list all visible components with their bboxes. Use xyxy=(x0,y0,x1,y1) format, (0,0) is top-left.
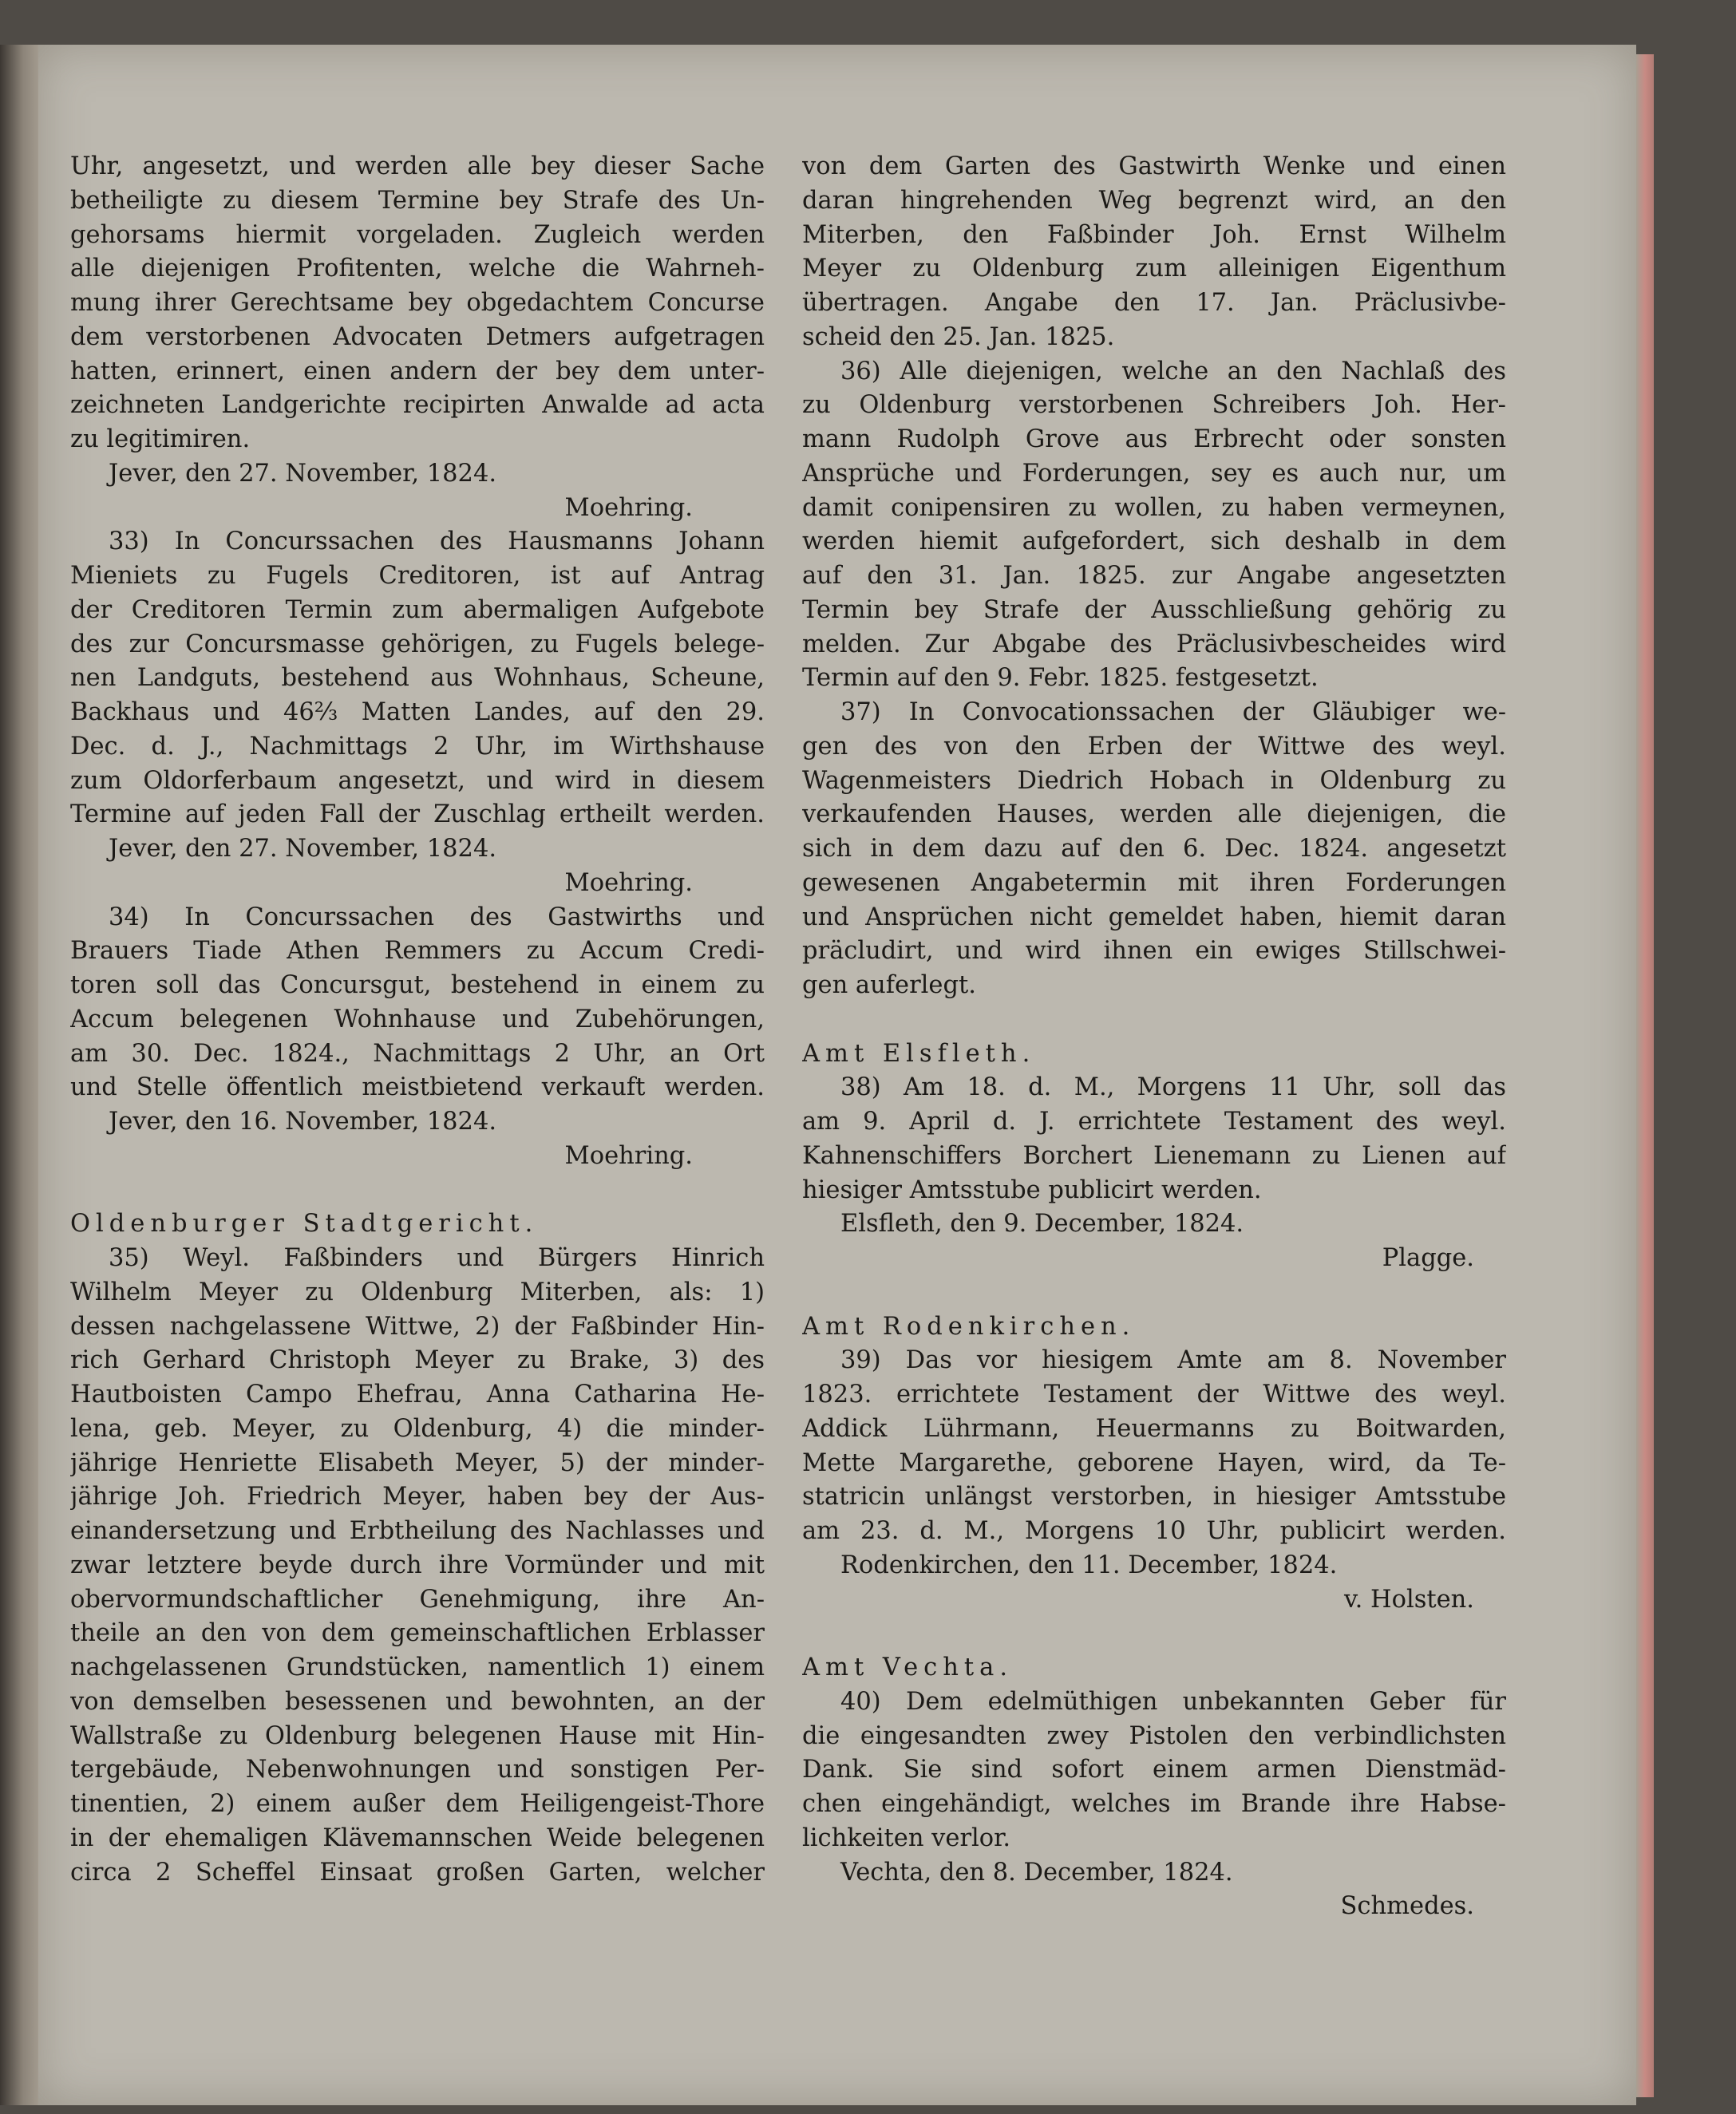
text-line: zu legitimiren. xyxy=(70,425,251,453)
text-line: zum Oldorferbaum angesetzt, und wird in diesem xyxy=(70,766,765,795)
text-line: Backhaus und 46⅔ Matten Landes, auf den 29. xyxy=(70,698,765,726)
text-line: scheid den 25. Jan. 1825. xyxy=(802,322,1115,351)
text-line: Ansprüche und Forderungen, sey es auch nur, um xyxy=(802,459,1506,488)
text-line: übertragen. Angabe den 17. Jan. Präclusivbe- xyxy=(802,289,1506,317)
text-line: mann Rudolph Grove aus Erbrecht oder sonsten xyxy=(802,425,1506,453)
text-line: dessen nachgelassene Wittwe, 2) der Faßbinder Hin- xyxy=(70,1312,765,1341)
text-line: daran hingrehenden Weg begrenzt wird, an den xyxy=(802,186,1506,215)
text-line: des zur Concursmasse gehörigen, zu Fugels belege- xyxy=(70,630,765,658)
text-line: dem verstorbenen Advocaten Detmers aufgetragen xyxy=(70,322,765,351)
spacer xyxy=(802,1276,1506,1310)
text-line: betheiligte zu diesem Termine bey Strafe des Un- xyxy=(70,186,765,215)
text-line: Wallstraße zu Oldenburg belegenen Hause mit Hin- xyxy=(70,1721,765,1750)
text-line: gen des von den Erben der Wittwe des weyl. xyxy=(802,732,1506,761)
left-text-column xyxy=(70,150,765,1890)
text-line: Mieniets zu Fugels Creditoren, ist auf Antrag xyxy=(70,562,765,590)
section-heading: Amt Elsfleth. xyxy=(802,1039,1036,1068)
text-line: 36) Alle diejenigen, welche an den Nachlaß des xyxy=(840,357,1506,385)
text-line: tergebäude, Nebenwohnungen und sonstigen Per- xyxy=(70,1756,765,1784)
text-line: 37) In Convocationssachen der Gläubiger we- xyxy=(840,698,1506,726)
text-line: Brauers Tiade Athen Remmers zu Accum Credi- xyxy=(70,937,765,966)
text-line: gen auferlegt. xyxy=(802,971,976,999)
text-line: von demselben besessenen und bewohnten, an der xyxy=(70,1687,765,1716)
dateline: Elsfleth, den 9. December, 1824. xyxy=(840,1210,1244,1239)
text-line: am 30. Dec. 1824., Nachmittags 2 Uhr, an Ort xyxy=(70,1039,765,1068)
text-line: auf den 31. Jan. 1825. zur Angabe angesetzten xyxy=(802,562,1506,590)
text-line: Accum belegenen Wohnhause und Zubehörungen, xyxy=(70,1005,765,1033)
text-line: toren soll das Concursgut, bestehend in einem zu xyxy=(70,971,765,999)
text-line: 35) Weyl. Faßbinders und Bürgers Hinrich xyxy=(109,1244,765,1272)
right-text-column xyxy=(802,150,1506,1924)
text-line: 38) Am 18. d. M., Morgens 11 Uhr, soll das xyxy=(840,1073,1506,1102)
section-heading: Amt Rodenkirchen. xyxy=(802,1312,1136,1341)
text-line: in der ehemaligen Klävemannschen Weide belegenen xyxy=(70,1824,765,1852)
dateline: Jever, den 27. November, 1824. xyxy=(109,459,497,488)
text-line: Meyer zu Oldenburg zum alleinigen Eigenthum xyxy=(802,255,1506,283)
text-line: der Creditoren Termin zum abermaligen Aufgebote xyxy=(70,595,765,624)
section-heading: Amt Vechta. xyxy=(802,1654,1014,1681)
page-edge xyxy=(1636,54,1654,2097)
text-line: am 9. April d. J. errichtete Testament des weyl. xyxy=(802,1108,1506,1136)
dateline: Vechta, den 8. December, 1824. xyxy=(840,1858,1233,1887)
text-line: gewesenen Angabetermin mit ihren Forderungen xyxy=(802,868,1506,897)
text-line: verkaufenden Hauses, werden alle diejenigen, die xyxy=(802,800,1506,829)
text-line: hiesiger Amtsstube publicirt werden. xyxy=(802,1176,1262,1204)
text-line: zeichneten Landgerichte recipirten Anwalde ad acta xyxy=(70,391,765,420)
text-line: zu Oldenburg verstorbenen Schreibers Joh. Her- xyxy=(802,391,1506,420)
text-line: zwar letztere beyde durch ihre Vormünder und mit xyxy=(70,1551,765,1579)
text-line: nen Landguts, bestehend aus Wohnhaus, Scheune, xyxy=(70,664,765,693)
text-line: melden. Zur Abgabe des Präclusivbescheides wird xyxy=(802,630,1506,658)
text-line: werden hiemit aufgefordert, sich deshalb in dem xyxy=(802,528,1506,556)
text-line: tinentien, 2) einem außer dem Heiligengeist-Thore xyxy=(70,1790,765,1818)
text-line: 1823. errichtete Testament der Wittwe des weyl. xyxy=(802,1381,1506,1409)
text-line: chen eingehändigt, welches im Brande ihre Habse- xyxy=(802,1790,1506,1818)
text-line: jährige Henriette Elisabeth Meyer, 5) der minder- xyxy=(70,1448,765,1477)
text-line: Dec. d. J., Nachmittags 2 Uhr, im Wirthshause xyxy=(70,732,765,761)
text-line: lichkeiten verlor. xyxy=(802,1824,1011,1852)
text-line: Uhr, angesetzt, und werden alle bey dieser Sache xyxy=(70,152,765,180)
text-line: mung ihrer Gerechtsame bey obgedachtem Concurse xyxy=(70,289,765,317)
signature: Schmedes. xyxy=(1340,1892,1474,1921)
text-line: Mette Margarethe, geborene Hayen, wird, da Te- xyxy=(802,1448,1506,1477)
text-line: und Ansprüchen nicht gemeldet haben, hiemit daran xyxy=(802,903,1506,931)
book-spine-shadow xyxy=(0,45,38,2105)
text-line: einandersetzung und Erbtheilung des Nachlasses und xyxy=(70,1517,765,1545)
text-line: 39) Das vor hiesigem Amte am 8. November xyxy=(840,1346,1506,1375)
text-line: die eingesandten zwey Pistolen den verbindlichsten xyxy=(802,1721,1506,1750)
text-line: 33) In Concurssachen des Hausmanns Johann xyxy=(109,528,765,556)
text-line: 40) Dem edelmüthigen unbekannten Geber für xyxy=(840,1687,1506,1716)
text-line: lena, geb. Meyer, zu Oldenburg, 4) die minder- xyxy=(70,1414,765,1443)
text-line: gehorsams hiermit vorgeladen. Zugleich werden xyxy=(70,220,765,249)
text-line: Miterben, den Faßbinder Joh. Ernst Wilhelm xyxy=(802,220,1506,249)
text-line: statricin unlängst verstorben, in hiesiger Amtsstube xyxy=(802,1483,1506,1511)
signature: Plagge. xyxy=(1382,1244,1474,1272)
text-line: Wilhelm Meyer zu Oldenburg Miterben, als: 1) xyxy=(70,1278,765,1306)
text-line: Kahnenschiffers Borchert Lienemann zu Lienen auf xyxy=(802,1141,1506,1170)
text-line: sich in dem dazu auf den 6. Dec. 1824. angesetzt xyxy=(802,835,1506,863)
text-line: präcludirt, und wird ihnen ein ewiges Stillschwei- xyxy=(802,937,1506,966)
signature: Moehring. xyxy=(564,868,693,897)
text-line: jährige Joh. Friedrich Meyer, haben bey der Aus- xyxy=(70,1483,765,1511)
text-line: Termine auf jeden Fall der Zuschlag ertheilt werden. xyxy=(70,800,765,829)
text-line: von dem Garten des Gastwirth Wenke und einen xyxy=(802,152,1506,180)
text-line: nachgelassenen Grundstücken, namentlich 1) einem xyxy=(70,1654,765,1681)
text-line: alle diejenigen Profitenten, welche die Wahrneh- xyxy=(70,255,765,283)
text-line: Wagenmeisters Diedrich Hobach in Oldenburg zu xyxy=(802,766,1506,795)
text-line: am 23. d. M., Morgens 10 Uhr, publicirt werden. xyxy=(802,1517,1506,1545)
text-line: circa 2 Scheffel Einsaat großen Garten, welcher xyxy=(70,1858,765,1887)
text-line: Termin auf den 9. Febr. 1825. festgesetzt. xyxy=(802,664,1319,693)
text-line: rich Gerhard Christoph Meyer zu Brake, 3) des xyxy=(70,1346,765,1375)
text-line: hatten, erinnert, einen andern der bey dem unter- xyxy=(70,357,765,385)
text-line: Hautboisten Campo Ehefrau, Anna Catharina He- xyxy=(70,1381,765,1409)
signature: Moehring. xyxy=(564,1141,693,1170)
text-line: theile an den von dem gemeinschaftlichen Erblasser xyxy=(70,1619,765,1648)
text-line: 34) In Concurssachen des Gastwirths und xyxy=(109,903,765,931)
spacer xyxy=(70,1174,765,1208)
dateline: Jever, den 16. November, 1824. xyxy=(109,1108,497,1136)
text-line: damit conipensiren zu wollen, zu haben vermeynen, xyxy=(802,493,1506,522)
text-line: und Stelle öffentlich meistbietend verkauft werden. xyxy=(70,1073,765,1102)
text-line: Addick Lührmann, Heuermanns zu Boitwarden, xyxy=(802,1414,1506,1443)
text-line: Termin bey Strafe der Ausschließung gehörig zu xyxy=(802,595,1506,624)
signature: v. Holsten. xyxy=(1343,1585,1474,1614)
text-line: Dank. Sie sind sofort einem armen Dienstmäd- xyxy=(802,1756,1506,1784)
spacer xyxy=(802,1003,1506,1037)
dateline: Jever, den 27. November, 1824. xyxy=(109,835,497,863)
signature: Moehring. xyxy=(564,493,693,522)
section-heading: Oldenburger Stadtgericht. xyxy=(70,1210,539,1239)
dateline: Rodenkirchen, den 11. December, 1824. xyxy=(840,1551,1338,1579)
spacer xyxy=(802,1617,1506,1651)
text-line: obervormundschaftlicher Genehmigung, ihre An- xyxy=(70,1585,765,1614)
